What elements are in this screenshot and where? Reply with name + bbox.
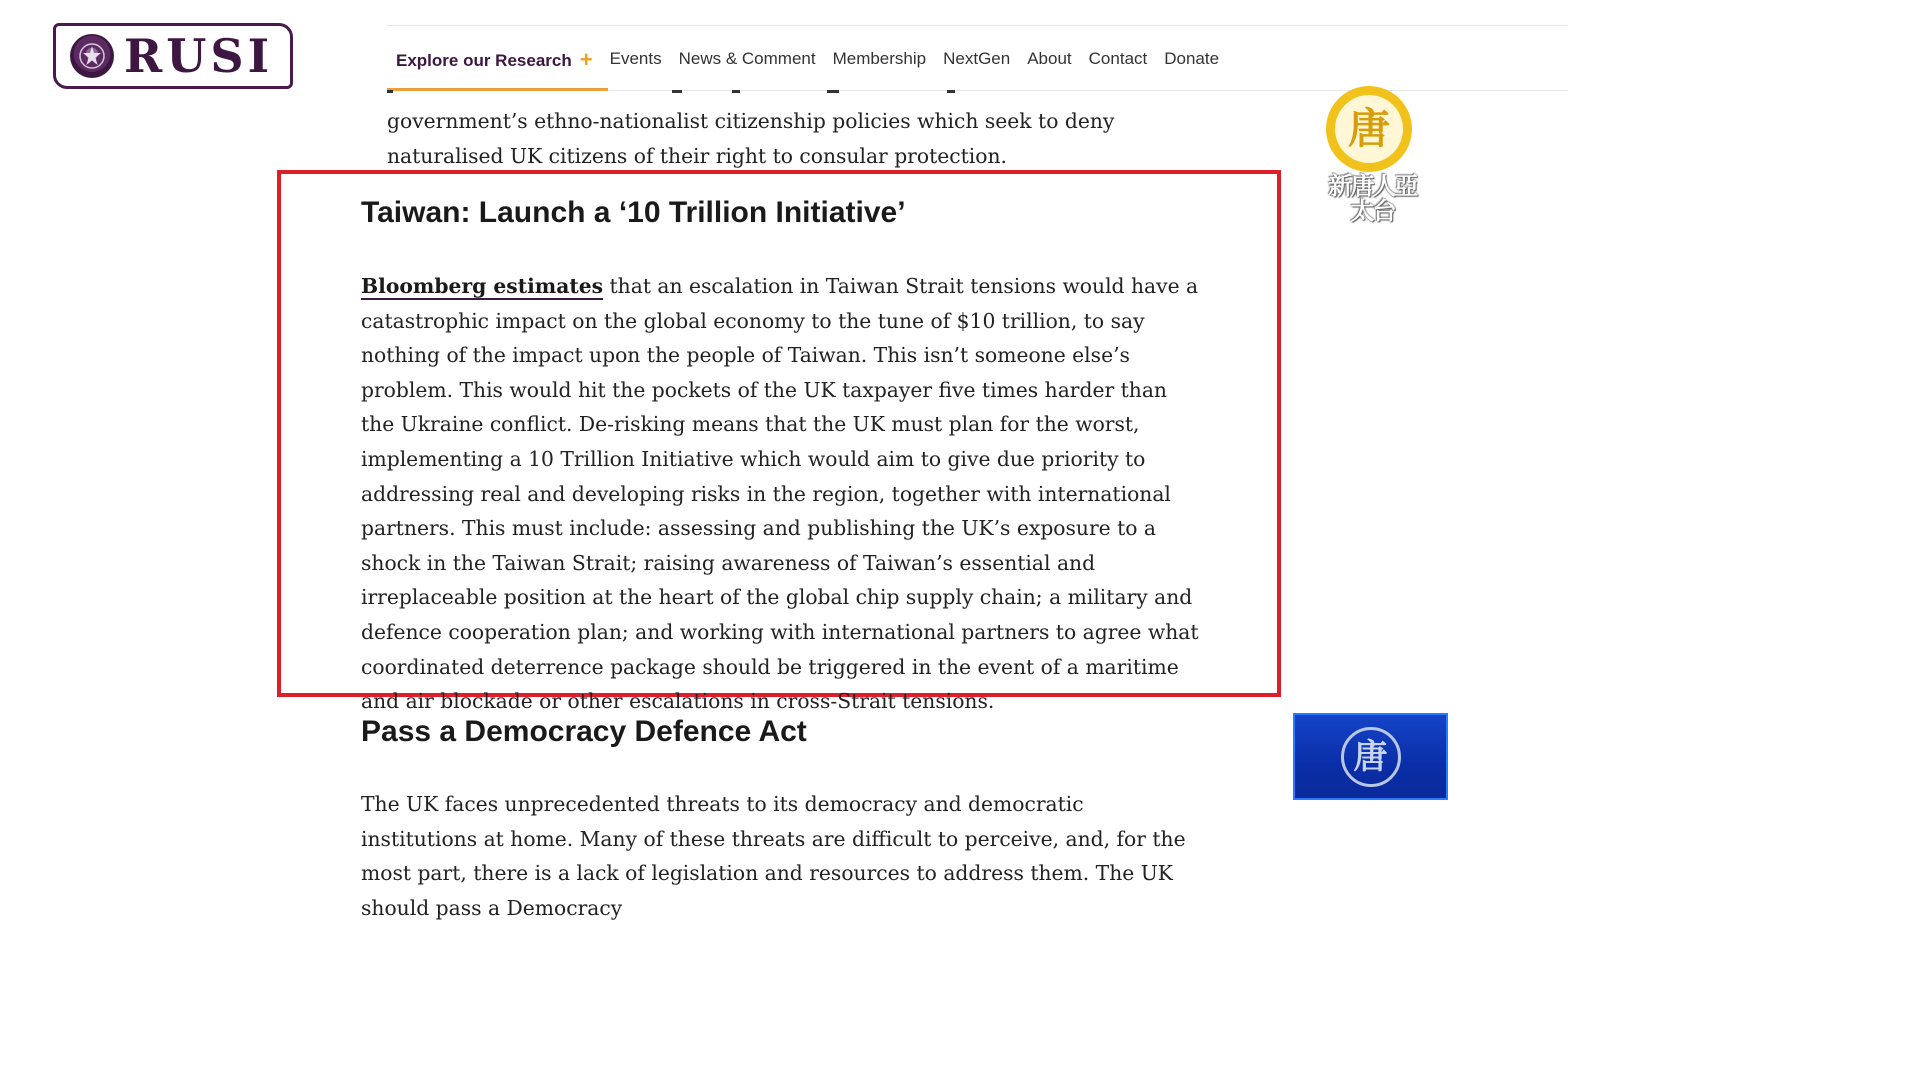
section-paragraph-democracy: The UK faces unprecedented threats to its democracy and democratic institutions at home. Many of these threats are difficult to perceive, and, for the most part, there is a lack of legislation and resources to address them. The UK should pass a Democracy xyxy=(361,792,1186,920)
nav-top-divider xyxy=(387,25,1568,26)
watermark-glyph: 唐 xyxy=(1335,95,1403,163)
nav-item-label: Explore our Research xyxy=(396,51,572,70)
nav-item-membership[interactable]: Membership xyxy=(832,49,927,68)
main-nav xyxy=(387,44,1236,74)
nav-item-about[interactable]: About xyxy=(1027,49,1072,68)
nav-item-news-comment[interactable]: News & Comment xyxy=(678,49,816,68)
previous-paragraph: government’s ethno-nationalist citizenship policies which seek to deny naturalised UK citizens of their right to consular protection. xyxy=(387,109,1115,168)
nav-item-contact[interactable]: Contact xyxy=(1088,49,1148,68)
watermark-logo-icon xyxy=(1326,86,1412,172)
clipped-text-line xyxy=(387,88,1207,96)
nav-item-donate[interactable]: Donate xyxy=(1164,49,1220,68)
crest-icon xyxy=(70,34,114,78)
nav-item-events[interactable]: Events xyxy=(609,49,662,68)
section-heading-taiwan: Taiwan: Launch a ‘10 Trillion Initiative’ xyxy=(361,196,906,229)
channel-badge-icon: 唐 xyxy=(1341,727,1401,787)
watermark-subtitle: 新唐人亞太台 xyxy=(1328,172,1417,225)
bloomberg-estimates-link[interactable]: Bloomberg estimates xyxy=(361,274,604,298)
logo-wordmark: RUSI xyxy=(124,29,274,83)
nav-item-explore-research[interactable] xyxy=(396,46,593,72)
channel-watermark xyxy=(1320,86,1425,226)
channel-badge xyxy=(1293,713,1448,800)
plus-icon: + xyxy=(579,47,593,72)
paragraph-body: that an escalation in Taiwan Strait tensions would have a catastrophic impact on the global economy to the tune of $10 trillion, to say nothing of the impact upon the people of Taiwan. This isn’t someone else’s problem. This would hit the pockets of the UK taxpayer five times harder than the Ukraine conflict. De-risking means that the UK must plan for the worst, implementing a 10 Trillion Initiative which would aim to give due priority to addressing real and developing risks in the region, together with international partners. This must include: assessing and publishing the UK’s exposure to a shock in the Taiwan Strait; raising awareness of Taiwan’s essential and irreplaceable position at the heart of the global chip supply chain; a military and defence cooperation plan; and working with international partners to agree what coordinated deterrence package should be triggered in the event of a maritime and air blockade or other escalations in cross-Strait tensions. xyxy=(361,274,1199,714)
section-heading-democracy: Pass a Democracy Defence Act xyxy=(361,715,807,748)
nav-item-nextgen[interactable]: NextGen xyxy=(943,49,1011,68)
rusi-logo[interactable] xyxy=(53,23,293,89)
section-paragraph-taiwan xyxy=(361,269,1203,719)
